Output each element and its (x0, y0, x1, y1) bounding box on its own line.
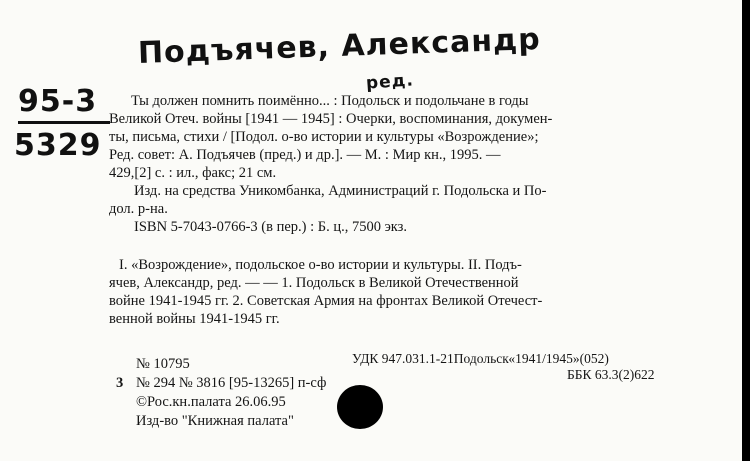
record-line: № 294 № 3816 [95-13265] п-сф (136, 375, 327, 391)
entry-line: ты, письма, стихи / [Подол. о-во истории и культуры «Возрождение»; (109, 129, 539, 145)
subject-line: ячев, Александр, ред. — — 1. Подольск в Великой Отечественной (109, 275, 519, 291)
handwritten-editor-note: ред. (365, 70, 415, 94)
isbn-line: ISBN 5-7043-0766-3 (в пер.) : Б. ц., 7500 экз. (134, 219, 408, 235)
handwritten-code-bottom: 5329 (14, 128, 102, 163)
subject-headings (109, 256, 543, 328)
subject-line: войне 1941-1945 гг. 2. Советская Армия на фронтах Великой Отечест- (109, 293, 543, 309)
publisher-line: Изд-во "Книжная палата" (136, 413, 294, 429)
entry-line: 429,[2] с. : ил., факс; 21 см. (109, 165, 277, 181)
entry-line: Ред. совет: А. Подъячев (пред.) и др.]. — М. : Мир кн., 1995. — (109, 147, 501, 163)
udk-code: УДК 947.031.1-21Подольск«1941/1945»(052) (352, 351, 609, 366)
note-line: дол. р-на. (109, 201, 168, 217)
note-line: Изд. на средства Уникомбанка, Администраций г. Подольска и По- (134, 183, 547, 199)
card-number: № 10795 (136, 356, 190, 372)
handwritten-author: Подъячев, Александр (137, 21, 542, 71)
copyright-line: ©Рос.кн.палата 26.06.95 (136, 394, 286, 410)
subject-line: венной войны 1941-1945 гг. (109, 311, 280, 327)
entry-line: Ты должен помнить поимённо... : Подольск и подольчане в годы (131, 93, 529, 109)
record-prefix: 3 (116, 375, 124, 391)
bbk-code: ББК 63.3(2)622 (567, 367, 655, 382)
ink-blot (337, 385, 383, 429)
main-entry (109, 92, 552, 236)
handwritten-code-top: 95-3 (18, 84, 98, 119)
handwritten-underline (18, 121, 110, 124)
subject-line: I. «Возрождение», подольское о-во истории и культуры. II. Подъ- (119, 257, 522, 273)
entry-line: Великой Отеч. войны [1941 — 1945] : Очерки, воспоминания, докумен- (109, 111, 553, 127)
